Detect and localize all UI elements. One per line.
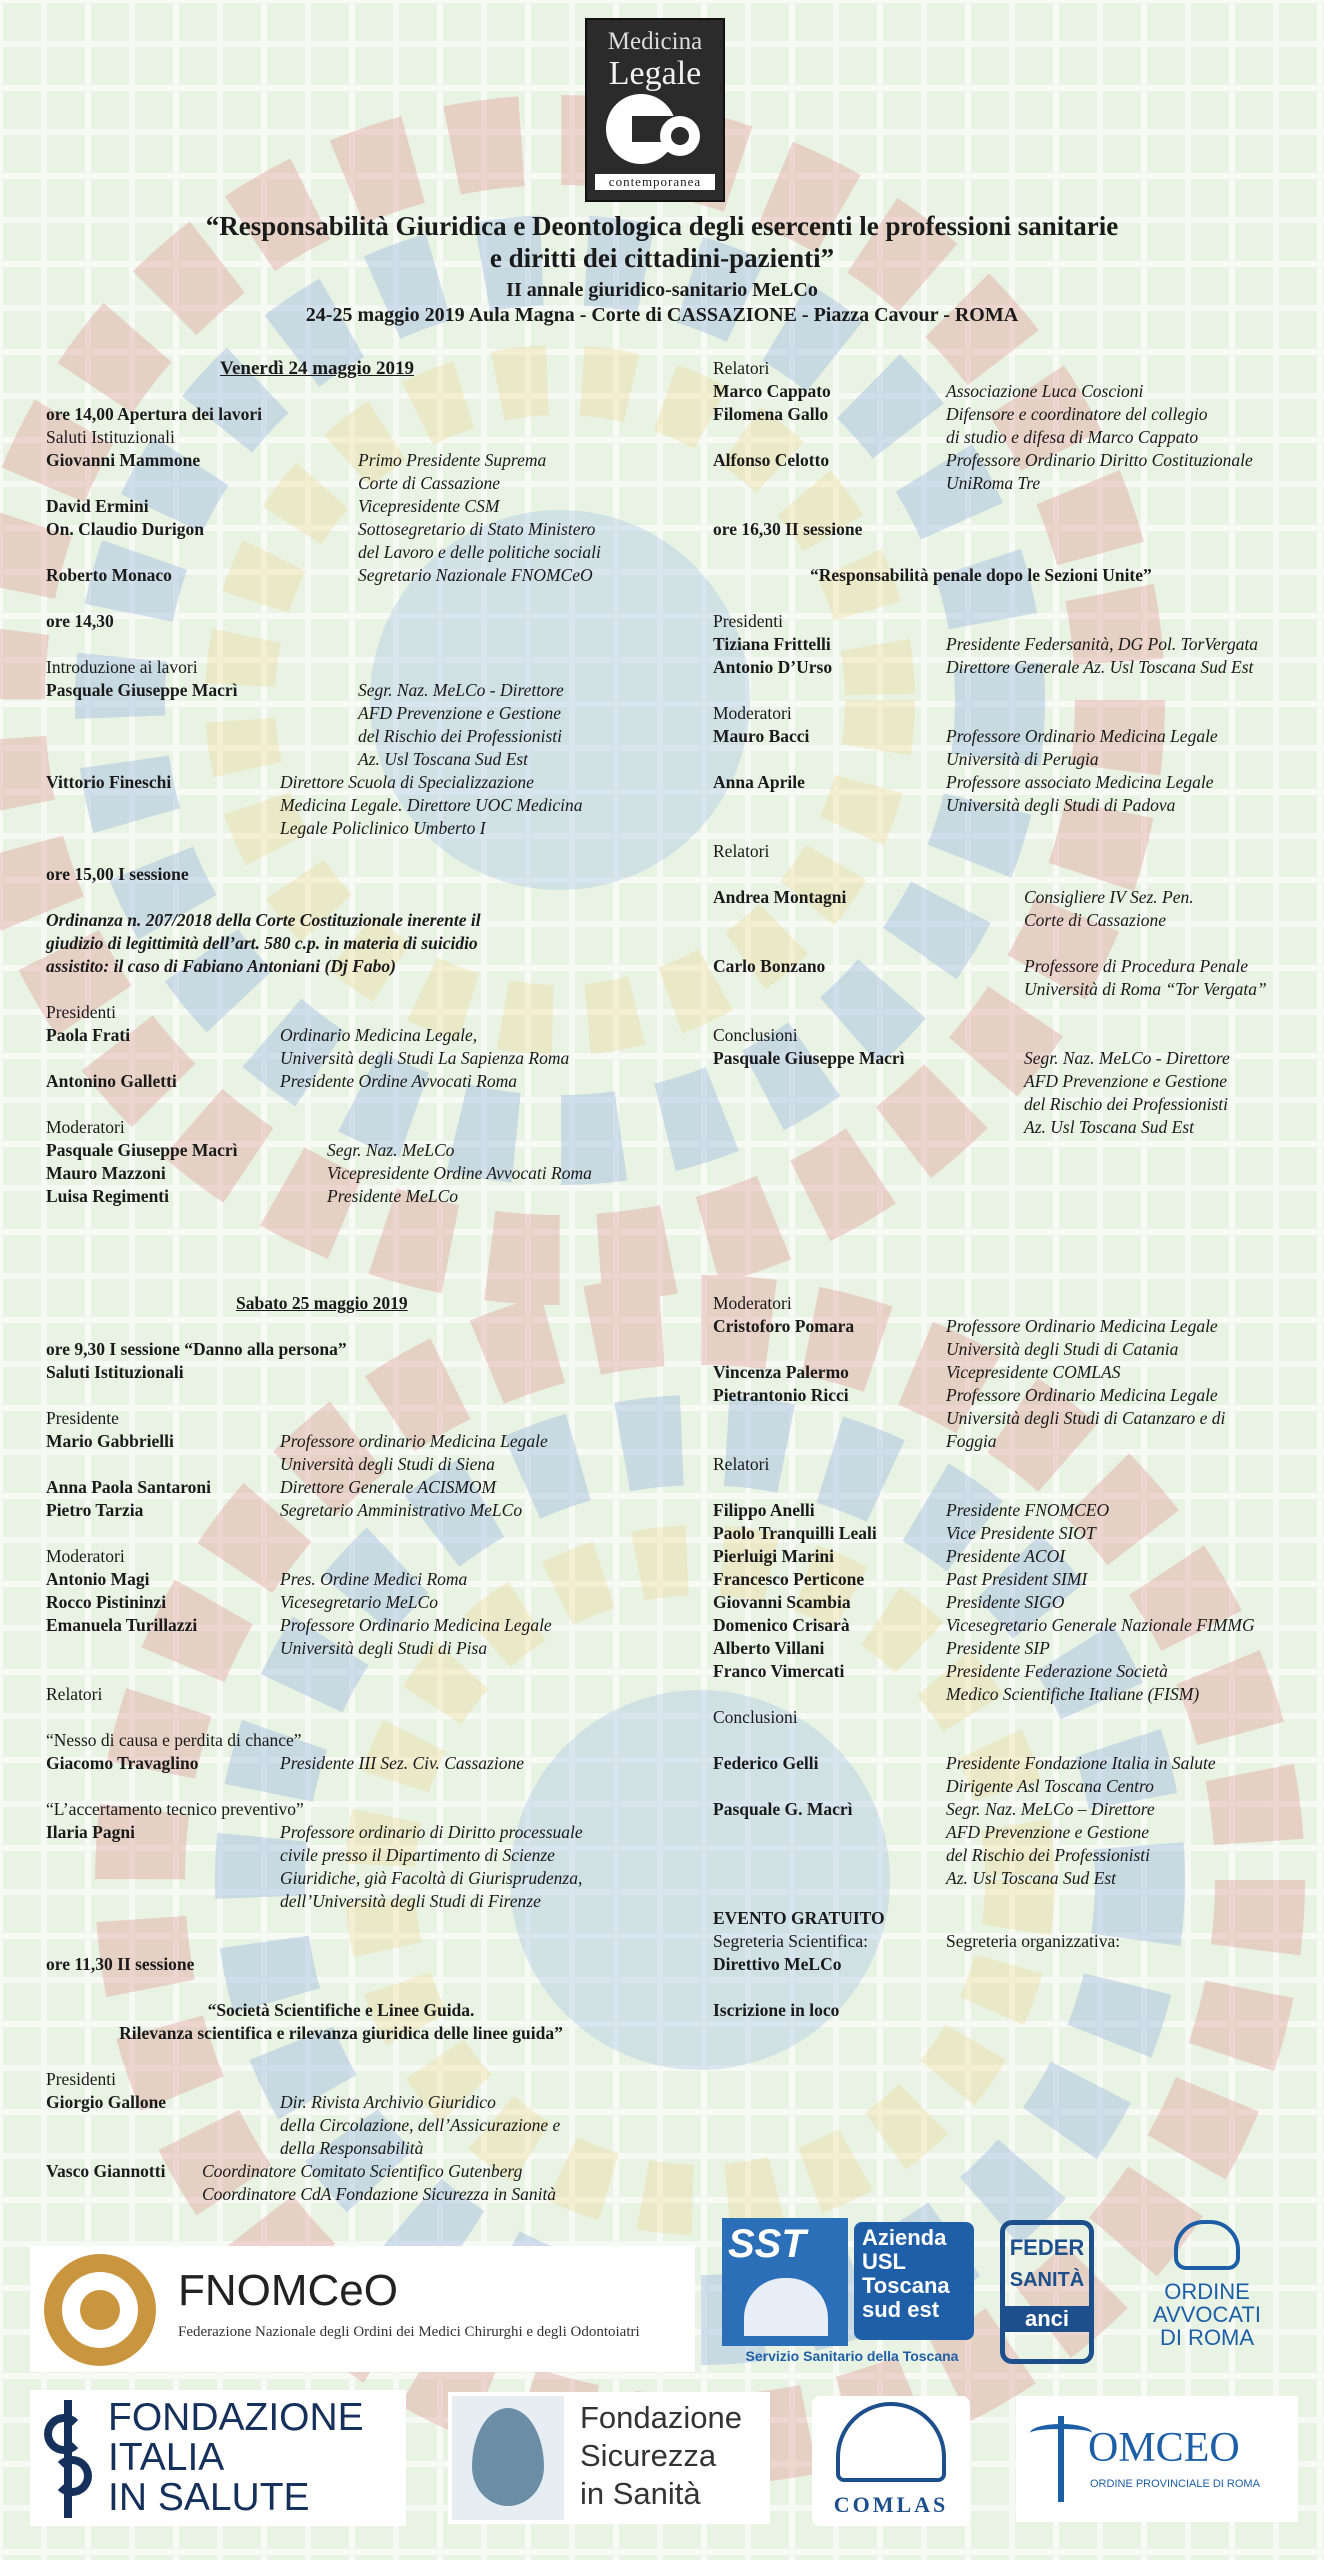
speaker-role: AFD Prevenzione e Gestione xyxy=(946,1822,1149,1842)
speaker-name: David Ermini xyxy=(46,496,149,516)
ordinanza-line: assistito: il caso di Fabiano Antoniani (Dj Fabo) xyxy=(46,956,396,976)
speaker-name: Mauro Mazzoni xyxy=(46,1163,166,1183)
speaker-name: Filomena Gallo xyxy=(713,404,829,424)
speaker-role: Vicesegretario MeLCo xyxy=(280,1592,438,1612)
comlas-name: COMLAS xyxy=(833,2492,949,2517)
speaker-role: Vicepresidente Ordine Avvocati Roma xyxy=(327,1163,592,1183)
asl-line: USL xyxy=(862,2249,906,2274)
speaker-role: Direttore Scuola di Specializzazione xyxy=(280,772,534,792)
sst-mark xyxy=(722,2218,848,2346)
speaker-role: Segr. Naz. MeLCo - Direttore xyxy=(1024,1048,1230,1068)
fondazione-sicurezza-in-sanita-logo xyxy=(448,2392,770,2524)
speaker-name: Franco Vimercati xyxy=(713,1661,845,1681)
fss-line: in Sanità xyxy=(580,2476,701,2511)
asl-line: Azienda xyxy=(862,2225,947,2250)
speaker-role: UniRoma Tre xyxy=(946,473,1041,493)
caduceus-icon xyxy=(1026,2416,1096,2502)
speaker-name: Pietrantonio Ricci xyxy=(713,1385,849,1405)
evento-gratuito: EVENTO GRATUITO xyxy=(713,1908,885,1928)
speaker-role: Coordinatore CdA Fondazione Sicurezza in Sanità xyxy=(202,2184,557,2204)
ordinanza-line: giudizio di legittimità dell’art. 580 c.p. in materia di suicidio xyxy=(46,933,478,953)
speaker-name: Giorgio Gallone xyxy=(46,2092,167,2112)
speaker-role: Coordinatore Comitato Scientifico Gutenberg xyxy=(202,2161,523,2181)
speaker-role: Vicepresidente CSM xyxy=(358,496,500,516)
ordine-avvocati-logo xyxy=(1112,2218,1302,2368)
relatori-label: Relatori xyxy=(713,841,770,861)
speaker-role: Associazione Luca Coscioni xyxy=(946,381,1144,401)
vitruvian-emblem-icon xyxy=(836,2402,946,2482)
fis-line: FONDAZIONE xyxy=(108,2396,364,2439)
speaker-role: Presidente Federazione Società xyxy=(946,1661,1168,1681)
speaker-name: Pasquale G. Macrì xyxy=(713,1799,853,1819)
speaker-role: Az. Usl Toscana Sud Est xyxy=(358,749,529,769)
speaker-role: Az. Usl Toscana Sud Est xyxy=(1024,1117,1195,1137)
speaker-name: Anna Paola Santaroni xyxy=(46,1477,211,1497)
speaker-role: Presidente Federsanità, DG Pol. TorVergata xyxy=(946,634,1259,654)
speaker-role: Professore Ordinario Medicina Legale xyxy=(280,1615,552,1635)
conclusioni-label: Conclusioni xyxy=(713,1707,798,1727)
speaker-name: Pierluigi Marini xyxy=(713,1546,835,1566)
avvocati-line: ORDINE xyxy=(1164,2279,1250,2304)
speaker-name: Antonio Magi xyxy=(46,1569,150,1589)
speaker-role: AFD Prevenzione e Gestione xyxy=(1024,1071,1227,1091)
speaker-name: Marco Cappato xyxy=(713,381,831,401)
speaker-name: Anna Aprile xyxy=(713,772,805,792)
talk-title: “L’accertamento tecnico preventivo” xyxy=(46,1799,304,1819)
speaker-role: Medico Scientifiche Italiane (FISM) xyxy=(946,1684,1200,1704)
sst-acronym: SST xyxy=(728,2222,806,2266)
time-1430: ore 14,30 xyxy=(46,611,114,631)
speaker-role: Corte di Cassazione xyxy=(358,473,500,493)
speaker-name: Roberto Monaco xyxy=(46,565,172,585)
fnomceo-subtitle: Federazione Nazionale degli Ordini dei Medici Chirurghi e degli Odontoiatri xyxy=(178,2324,640,2340)
speaker-role: Pres. Ordine Medici Roma xyxy=(280,1569,468,1589)
speaker-role: Professore Ordinario Medicina Legale xyxy=(946,726,1218,746)
day1-heading: Venerdì 24 maggio 2019 xyxy=(220,358,415,379)
sst-caption: Servizio Sanitario della Toscana xyxy=(745,2348,959,2364)
federsanita-line: anci xyxy=(1005,2306,1089,2332)
speaker-role: Università degli Studi di Pisa xyxy=(280,1638,488,1658)
speaker-role: Presidente Ordine Avvocati Roma xyxy=(280,1071,518,1091)
co-mark-icon xyxy=(600,94,710,174)
day1-saluti-label: Saluti Istituzionali xyxy=(46,427,175,447)
speaker-name: Giovanni Mammone xyxy=(46,450,201,470)
speaker-name: Federico Gelli xyxy=(713,1753,819,1773)
speaker-role: Consigliere IV Sez. Pen. xyxy=(1024,887,1194,907)
speaker-name: Pasquale Giuseppe Macrì xyxy=(46,1140,238,1160)
speaker-role: Dirigente Asl Toscana Centro xyxy=(946,1776,1154,1796)
fis-line: IN SALUTE xyxy=(108,2476,310,2519)
speaker-name: Pietro Tarzia xyxy=(46,1500,144,1520)
speaker-role: Segr. Naz. MeLCo xyxy=(327,1140,455,1160)
speaker-name: Cristoforo Pomara xyxy=(713,1316,855,1336)
speaker-role: Presidente MeLCo xyxy=(327,1186,459,1206)
speaker-name: Antonio D’Urso xyxy=(713,657,833,677)
fis-line: ITALIA xyxy=(108,2436,225,2479)
logo-line3: contemporanea xyxy=(595,174,715,190)
speaker-name: On. Claudio Durigon xyxy=(46,519,205,539)
speaker-role: del Lavoro e delle politiche sociali xyxy=(358,542,601,562)
speaker-role: AFD Prevenzione e Gestione xyxy=(358,703,561,723)
logo-line1: Medicina xyxy=(607,28,703,55)
day1-opening: ore 14,00 Apertura dei lavori xyxy=(46,404,262,424)
avvocati-line: AVVOCATI xyxy=(1153,2302,1261,2327)
ordinanza-line: Ordinanza n. 207/2018 della Corte Costituzionale inerente il xyxy=(46,910,481,930)
speaker-role: Legale Policlinico Umberto I xyxy=(280,818,486,838)
day1-session2-title: “Responsabilità penale dopo le Sezioni Unite” xyxy=(810,565,1152,585)
speaker-name: Vittorio Fineschi xyxy=(46,772,172,792)
speaker-name: Domenico Crisarà xyxy=(713,1615,850,1635)
speaker-role: Primo Presidente Suprema xyxy=(358,450,547,470)
speaker-role: Università degli Studi di Siena xyxy=(280,1454,495,1474)
speaker-role: Medicina Legale. Direttore UOC Medicina xyxy=(280,795,583,815)
logo-line2: Legale xyxy=(608,55,702,92)
speaker-role: Professore Ordinario Diritto Costituzionale xyxy=(946,450,1253,470)
speaker-role: Professore di Procedura Penale xyxy=(1024,956,1249,976)
speaker-role: Presidente FNOMCEO xyxy=(946,1500,1110,1520)
presidenti-label: Presidenti xyxy=(713,611,783,631)
speaker-role: Professore ordinario Medicina Legale xyxy=(280,1431,548,1451)
asl-box xyxy=(854,2222,974,2340)
title-line1: “Responsabilità Giuridica e Deontologica degli esercenti le professioni sanitarie xyxy=(205,211,1119,241)
speaker-role: Segr. Naz. MeLCo – Direttore xyxy=(946,1799,1155,1819)
fss-line: Fondazione xyxy=(580,2400,743,2435)
speaker-role: Direttore Generale ACISMOM xyxy=(280,1477,497,1497)
talk-title: “Nesso di causa e perdita di chance” xyxy=(46,1730,302,1750)
speaker-name: Paola Frati xyxy=(46,1025,131,1045)
speaker-role: dell’Università degli Studi di Firenze xyxy=(280,1891,541,1911)
conclusioni-label: Conclusioni xyxy=(713,1025,798,1045)
fnomceo-emblem-icon xyxy=(44,2254,156,2366)
speaker-role: Giuridiche, già Facoltà di Giurisprudenza, xyxy=(280,1868,583,1888)
event-title xyxy=(60,210,1264,274)
day1-session1: ore 15,00 I sessione xyxy=(46,864,189,884)
speaker-role: Professore Ordinario Medicina Legale xyxy=(946,1316,1218,1336)
speaker-name: Alberto Villani xyxy=(713,1638,825,1658)
speaker-name: Vincenza Palermo xyxy=(713,1362,849,1382)
speaker-name: Vasco Giannotti xyxy=(46,2161,166,2181)
speaker-role: Università degli Studi La Sapienza Roma xyxy=(280,1048,570,1068)
fnomceo-name: FNOMCeO xyxy=(178,2266,398,2315)
speaker-role: Vicesegretario Generale Nazionale FIMMG xyxy=(946,1615,1255,1635)
iscrizione: Iscrizione in loco xyxy=(713,2000,840,2020)
moderatori-label: Moderatori xyxy=(713,1293,792,1313)
speaker-role: Vice Presidente SIOT xyxy=(946,1523,1096,1543)
speaker-role: Vicepresidente COMLAS xyxy=(946,1362,1121,1382)
speaker-name: Paolo Tranquilli Leali xyxy=(713,1523,877,1543)
speaker-name: Andrea Montagni xyxy=(713,887,847,907)
moderatori-label: Moderatori xyxy=(46,1117,125,1137)
event-date-location: 24-25 maggio 2019 Aula Magna - Corte di CASSAZIONE - Piazza Cavour - ROMA xyxy=(305,304,1019,326)
direttivo: Direttivo MeLCo xyxy=(713,1954,842,1974)
omceo-subtitle: ORDINE PROVINCIALE DI ROMA xyxy=(1090,2478,1260,2490)
speaker-role: Presidente III Sez. Civ. Cassazione xyxy=(280,1753,524,1773)
asl-line: sud est xyxy=(862,2297,940,2322)
medicina-legale-logo xyxy=(585,18,725,202)
speaker-role: Direttore Generale Az. Usl Toscana Sud Est xyxy=(946,657,1254,677)
intro-label: Introduzione ai lavori xyxy=(46,657,198,677)
speaker-name: Tiziana Frittelli xyxy=(713,634,831,654)
pegasus-icon xyxy=(744,2278,828,2336)
dollar-s-emblem-icon xyxy=(40,2400,96,2518)
speaker-role: Professore associato Medicina Legale xyxy=(946,772,1214,792)
speaker-name: Alfonso Celotto xyxy=(713,450,830,470)
speaker-name: Carlo Bonzano xyxy=(713,956,826,976)
comlas-logo xyxy=(812,2396,970,2526)
speaker-role: Segr. Naz. MeLCo - Direttore xyxy=(358,680,564,700)
day2-session2-title: “Società Scientifiche e Linee Guida. xyxy=(207,2000,475,2020)
speaker-role: della Responsabilità xyxy=(280,2138,424,2158)
speaker-role: Università degli Studi di Catania xyxy=(946,1339,1179,1359)
speaker-role: civile presso il Dipartimento di Scienze xyxy=(280,1845,555,1865)
speaker-name: Emanuela Turillazzi xyxy=(46,1615,198,1635)
moderatori-label: Moderatori xyxy=(46,1546,125,1566)
speaker-role: Presidente ACOI xyxy=(946,1546,1066,1566)
title-line2: e diritti dei cittadini-pazienti” xyxy=(489,243,835,273)
moderatori-label: Moderatori xyxy=(713,703,792,723)
speaker-role: del Rischio dei Professionisti xyxy=(358,726,562,746)
speaker-name: Pasquale Giuseppe Macrì xyxy=(46,680,238,700)
speaker-role: Sottosegretario di Stato Ministero xyxy=(358,519,596,539)
avvocati-line: DI ROMA xyxy=(1159,2325,1255,2350)
relatori-label: Relatori xyxy=(713,1454,770,1474)
speaker-role: Dir. Rivista Archivio Giuridico xyxy=(280,2092,496,2112)
fss-line: Sicurezza xyxy=(580,2438,717,2473)
speaker-role: Past President SIMI xyxy=(946,1569,1088,1589)
day2-session2-title: Rilevanza scientifica e rilevanza giuridica delle linee guida” xyxy=(119,2023,563,2043)
speaker-role: del Rischio dei Professionisti xyxy=(1024,1094,1228,1114)
federsanita-line: SANITÀ xyxy=(1009,2269,1085,2291)
speaker-name: Mario Gabbrielli xyxy=(46,1431,174,1451)
speaker-role: Ordinario Medicina Legale, xyxy=(280,1025,478,1045)
segreteria-organizzativa: Segreteria organizzativa: xyxy=(946,1931,1121,1951)
speaker-role: Presidente Fondazione Italia in Salute xyxy=(946,1753,1216,1773)
day2-heading: Sabato 25 maggio 2019 xyxy=(236,1293,408,1313)
day2-session2: ore 11,30 II sessione xyxy=(46,1954,195,1974)
speaker-role: Università di Perugia xyxy=(946,749,1099,769)
speaker-role: Università degli Studi di Catanzaro e di xyxy=(946,1408,1226,1428)
speaker-name: Pasquale Giuseppe Macrì xyxy=(713,1048,905,1068)
omceo-logo xyxy=(1016,2396,1298,2522)
day1-session2: ore 16,30 II sessione xyxy=(713,519,863,539)
speaker-name: Giovanni Scambia xyxy=(713,1592,851,1612)
relatori-label: Relatori xyxy=(46,1684,103,1704)
speaker-role: Corte di Cassazione xyxy=(1024,910,1166,930)
knot-emblem-icon xyxy=(1174,2220,1240,2270)
speaker-role: Segretario Nazionale FNOMCeO xyxy=(358,565,593,585)
speaker-role: Foggia xyxy=(946,1431,997,1451)
segreteria-scientifica: Segreteria Scientifica: xyxy=(713,1931,868,1951)
speaker-role: Presidente SIP xyxy=(946,1638,1050,1658)
speaker-name: Luisa Regimenti xyxy=(46,1186,169,1206)
sst-logo xyxy=(722,2218,984,2370)
fnomceo-logo xyxy=(30,2246,695,2372)
speaker-name: Giacomo Travaglino xyxy=(46,1753,199,1773)
fondazione-italia-in-salute-logo xyxy=(30,2390,406,2526)
event-subtitle: II annale giuridico-sanitario MeLCo xyxy=(506,279,818,301)
day2-session1: ore 9,30 I sessione “Danno alla persona” xyxy=(46,1339,347,1359)
speaker-role: Professore ordinario di Diritto processuale xyxy=(280,1822,583,1842)
speaker-role: Difensore e coordinatore del collegio xyxy=(946,404,1208,424)
speaker-role: del Rischio dei Professionisti xyxy=(946,1845,1150,1865)
presidente-label: Presidente xyxy=(46,1408,119,1428)
federsanita-logo xyxy=(1000,2220,1094,2364)
relatori-label: Relatori xyxy=(713,358,770,378)
speaker-role: Presidente SIGO xyxy=(946,1592,1065,1612)
speaker-role: Professore Ordinario Medicina Legale xyxy=(946,1385,1218,1405)
speaker-role: Università di Roma “Tor Vergata” xyxy=(1024,979,1267,999)
speaker-name: Francesco Perticone xyxy=(713,1569,865,1589)
day2-saluti-label: Saluti Istituzionali xyxy=(46,1362,184,1382)
federsanita-line: FEDER xyxy=(1009,2235,1085,2260)
speaker-role: di studio e difesa di Marco Cappato xyxy=(946,427,1199,447)
speaker-role: Az. Usl Toscana Sud Est xyxy=(946,1868,1117,1888)
speaker-name: Mauro Bacci xyxy=(713,726,810,746)
speaker-role: Segretario Amministrativo MeLCo xyxy=(280,1500,523,1520)
speaker-role: della Circolazione, dell’Assicurazione e xyxy=(280,2115,561,2135)
speaker-name: Filippo Anelli xyxy=(713,1500,815,1520)
leaf-drop-icon xyxy=(452,2396,564,2520)
asl-line: Toscana xyxy=(862,2273,950,2298)
omceo-name: OMCEO xyxy=(1088,2425,1240,2471)
speaker-role: Università degli Studi di Padova xyxy=(946,795,1176,815)
speaker-name: Ilaria Pagni xyxy=(46,1822,135,1842)
speaker-name: Antonino Galletti xyxy=(46,1071,177,1091)
presidenti-label: Presidenti xyxy=(46,1002,116,1022)
presidenti-label: Presidenti xyxy=(46,2069,116,2089)
speaker-name: Rocco Pistininzi xyxy=(46,1592,167,1612)
